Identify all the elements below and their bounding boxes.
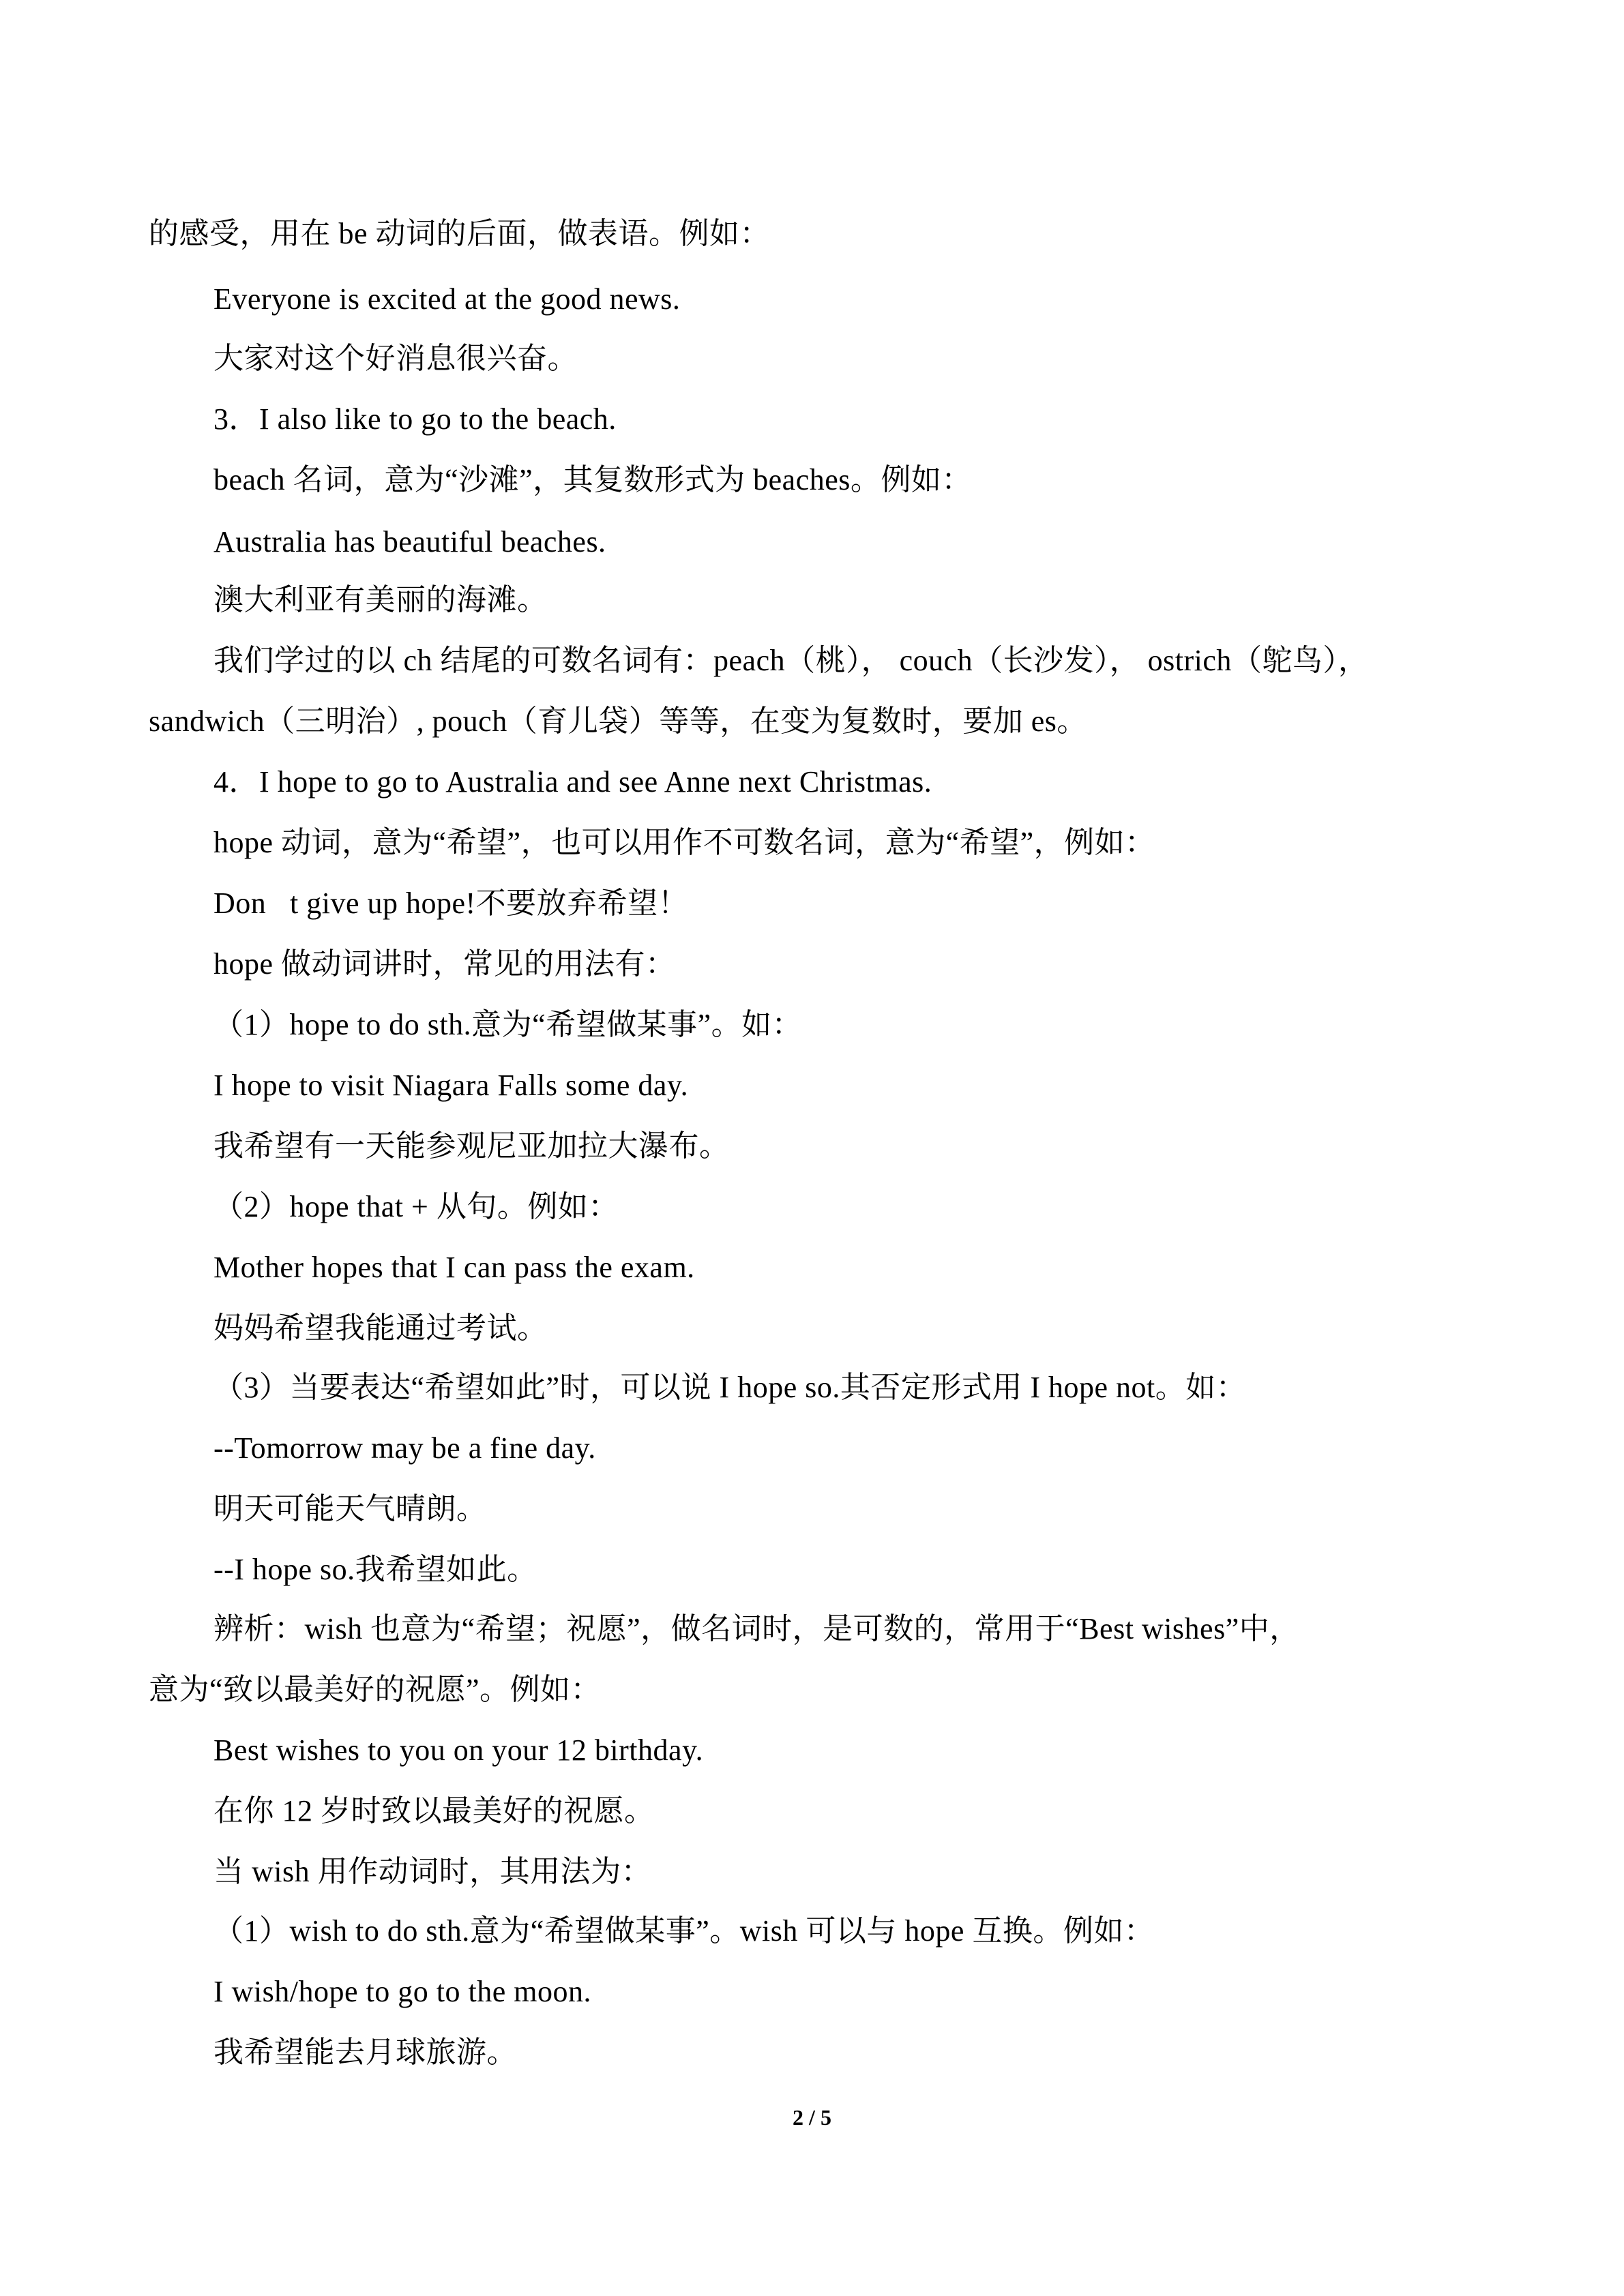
text-line: 澳大利亚有美丽的海滩。	[213, 583, 548, 616]
text-line: 我希望有一天能参观尼亚加拉大瀑布。	[213, 1129, 730, 1163]
text-line: 我希望能去月球旅游。	[213, 2036, 517, 2069]
text-line: 妈妈希望我能通过考试。	[213, 1311, 548, 1345]
text-line: 辨析：wish 也意为“希望；祝愿”，做名词时，是可数的，常用于“Best wishes”中，	[213, 1612, 1300, 1645]
text-line: （1）wish to do sth.意为“希望做某事”。wish 可以与 hope 互换。例如：	[213, 1914, 1155, 1948]
text-line: 3．I also like to go to the beach.	[213, 402, 617, 436]
text-line: I hope to visit Niagara Falls some day.	[213, 1069, 689, 1102]
text-line: Best wishes to you on your 12 birthday.	[213, 1733, 704, 1767]
text-line: Mother hopes that I can pass the exam.	[213, 1251, 695, 1284]
text-line: --Tomorrow may be a fine day.	[213, 1431, 596, 1465]
text-line: 明天可能天气晴朗。	[213, 1492, 487, 1525]
text-line: 大家对这个好消息很兴奋。	[213, 342, 578, 375]
text-line: Don t give up hope!不要放弃希望！	[213, 886, 689, 920]
text-line: 4．I hope to go to Australia and see Anne next Christmas.	[213, 765, 932, 799]
text-line: Everyone is excited at the good news.	[213, 282, 681, 316]
text-line: 当 wish 用作动词时，其用法为：	[213, 1855, 652, 1888]
text-line: hope 做动词讲时，常见的用法有：	[213, 947, 676, 981]
text-line: （3）当要表达“希望如此”时，可以说 I hope so.其否定形式用 I hope not。如：	[213, 1371, 1247, 1404]
text-line: 在你 12 岁时致以最美好的祝愿。	[213, 1794, 655, 1828]
text-line: （2）hope that + 从句。例如：	[213, 1190, 619, 1223]
text-line: beach 名词，意为“沙滩”，其复数形式为 beaches。例如：	[213, 463, 972, 496]
text-line: I wish/hope to go to the moon.	[213, 1975, 591, 2008]
text-line: （1）hope to do sth.意为“希望做某事”。如：	[213, 1008, 803, 1041]
text-line: 的感受，用在 be 动词的后面，做表语。例如：	[149, 217, 771, 250]
text-line: Australia has beautiful beaches.	[213, 525, 606, 558]
text-line: --I hope so.我希望如此。	[213, 1553, 537, 1586]
text-line: sandwich（三明治）, pouch（育儿袋）等等，在变为复数时，要加 es。	[149, 704, 1087, 738]
text-line: 我们学过的以 ch 结尾的可数名词有：peach（桃）， couch（长沙发）， ostrich（鸵鸟），	[213, 644, 1369, 677]
page-number: 2 / 5	[793, 2105, 831, 2130]
text-line: hope 动词，意为“希望”，也可以用作不可数名词，意为“希望”，例如：	[213, 826, 1155, 859]
text-line: 意为“致以最美好的祝愿”。例如：	[149, 1673, 602, 1706]
